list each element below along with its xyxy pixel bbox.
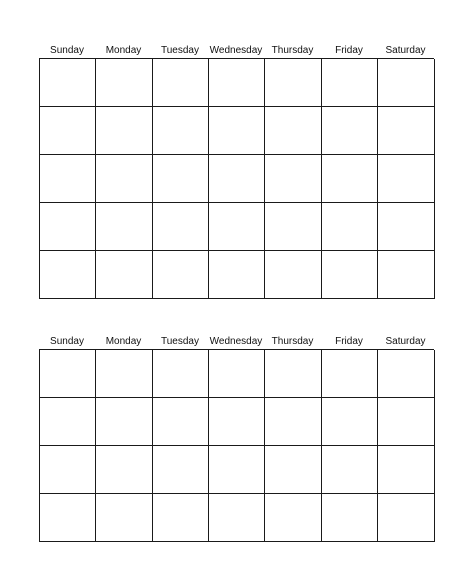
date-cell[interactable] (153, 398, 209, 446)
date-cell[interactable] (209, 398, 265, 446)
day-header-tuesday: Tuesday (161, 45, 199, 56)
date-cell[interactable] (153, 107, 209, 155)
calendar-grid (39, 349, 434, 542)
day-header-row (39, 334, 434, 349)
day-header-saturday: Saturday (385, 336, 426, 347)
date-cell[interactable] (322, 446, 378, 494)
date-cell[interactable] (209, 107, 265, 155)
date-cell[interactable] (378, 155, 435, 203)
day-header-monday: Monday (105, 336, 142, 347)
day-header-friday: Friday (335, 336, 363, 347)
date-cell[interactable] (209, 155, 265, 203)
date-cell[interactable] (322, 107, 378, 155)
calendar-top (39, 43, 434, 299)
date-cell[interactable] (378, 446, 435, 494)
date-cell[interactable] (96, 398, 153, 446)
date-cell[interactable] (96, 446, 153, 494)
date-cell[interactable] (40, 155, 96, 203)
day-header-sunday: Sunday (50, 336, 84, 347)
calendar-grid (39, 58, 434, 299)
day-header-wednesday: Wednesday (209, 336, 263, 347)
date-cell[interactable] (153, 155, 209, 203)
date-cell[interactable] (209, 251, 265, 299)
date-cell[interactable] (265, 107, 322, 155)
date-cell[interactable] (40, 107, 96, 155)
date-cell[interactable] (265, 59, 322, 107)
date-cell[interactable] (40, 203, 96, 251)
date-cell[interactable] (378, 107, 435, 155)
date-cell[interactable] (40, 446, 96, 494)
date-cell[interactable] (96, 59, 153, 107)
date-cell[interactable] (40, 350, 96, 398)
date-cell[interactable] (322, 251, 378, 299)
day-header-saturday: Saturday (385, 45, 426, 56)
date-cell[interactable] (209, 59, 265, 107)
date-cell[interactable] (40, 59, 96, 107)
date-cell[interactable] (96, 350, 153, 398)
date-cell[interactable] (322, 350, 378, 398)
day-header-sunday: Sunday (50, 45, 84, 56)
day-header-thursday: Thursday (271, 336, 314, 347)
date-cell[interactable] (265, 350, 322, 398)
date-cell[interactable] (322, 203, 378, 251)
date-cell[interactable] (209, 203, 265, 251)
date-cell[interactable] (322, 59, 378, 107)
day-header-tuesday: Tuesday (161, 336, 199, 347)
date-cell[interactable] (322, 494, 378, 542)
date-cell[interactable] (96, 107, 153, 155)
day-header-monday: Monday (105, 45, 142, 56)
date-cell[interactable] (153, 494, 209, 542)
day-header-friday: Friday (335, 45, 363, 56)
date-cell[interactable] (378, 494, 435, 542)
date-cell[interactable] (265, 398, 322, 446)
date-cell[interactable] (153, 203, 209, 251)
date-cell[interactable] (378, 59, 435, 107)
day-header-wednesday: Wednesday (209, 45, 263, 56)
date-cell[interactable] (209, 350, 265, 398)
date-cell[interactable] (265, 251, 322, 299)
date-cell[interactable] (209, 494, 265, 542)
date-cell[interactable] (40, 398, 96, 446)
date-cell[interactable] (378, 203, 435, 251)
date-cell[interactable] (265, 155, 322, 203)
day-header-row (39, 43, 434, 58)
date-cell[interactable] (265, 446, 322, 494)
date-cell[interactable] (96, 155, 153, 203)
date-cell[interactable] (153, 350, 209, 398)
date-cell[interactable] (96, 494, 153, 542)
date-cell[interactable] (265, 203, 322, 251)
date-cell[interactable] (40, 251, 96, 299)
day-header-thursday: Thursday (271, 45, 314, 56)
date-cell[interactable] (153, 59, 209, 107)
calendar-bottom (39, 334, 434, 542)
date-cell[interactable] (378, 350, 435, 398)
date-cell[interactable] (96, 251, 153, 299)
date-cell[interactable] (153, 251, 209, 299)
date-cell[interactable] (265, 494, 322, 542)
date-cell[interactable] (322, 398, 378, 446)
date-cell[interactable] (96, 203, 153, 251)
date-cell[interactable] (378, 251, 435, 299)
date-cell[interactable] (378, 398, 435, 446)
date-cell[interactable] (40, 494, 96, 542)
date-cell[interactable] (322, 155, 378, 203)
date-cell[interactable] (153, 446, 209, 494)
date-cell[interactable] (209, 446, 265, 494)
